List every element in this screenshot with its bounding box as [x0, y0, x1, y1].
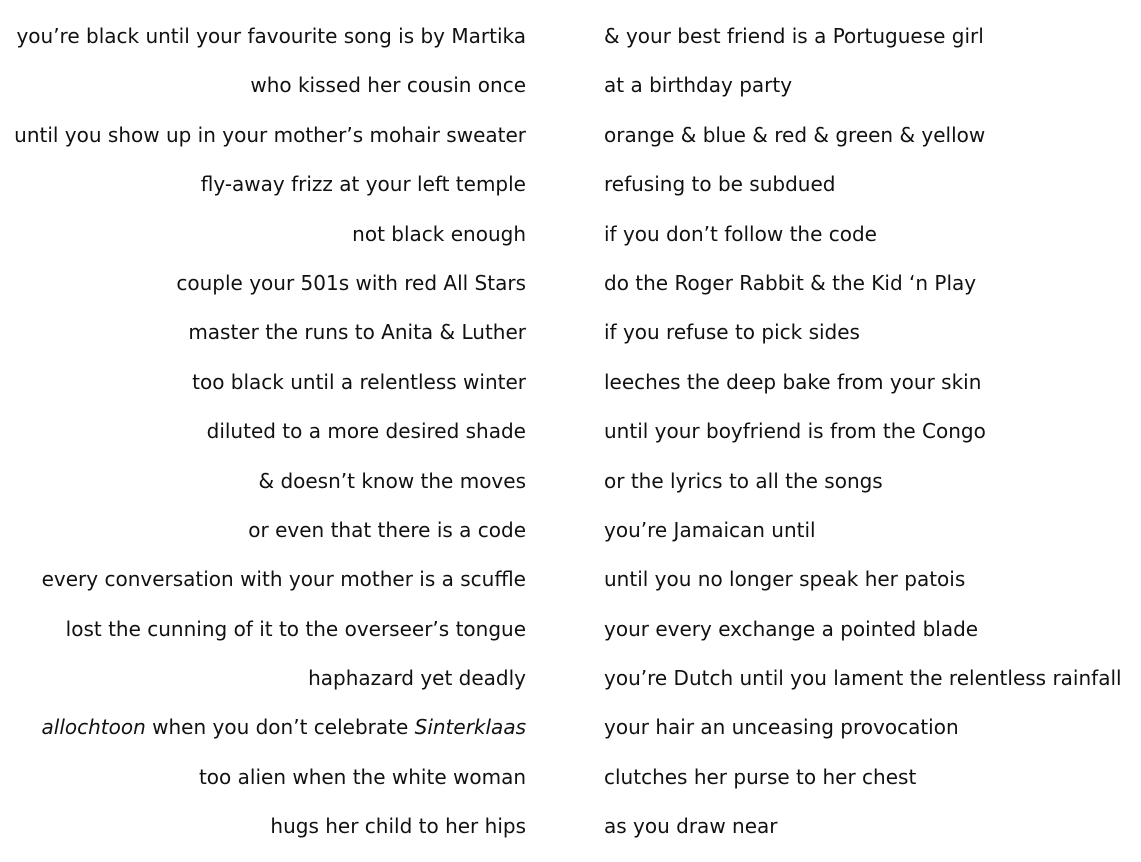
poem-line-row — [0, 220, 1141, 269]
poem-line-left: & doesn’t know the moves — [258, 468, 526, 493]
poem-line-right: leeches the deep bake from your skin — [604, 369, 982, 394]
poem-line-left: not black enough — [352, 221, 526, 246]
poem-line-right: at a birthday party — [604, 73, 793, 98]
poem-line-right: as you draw near — [604, 814, 778, 839]
poem-line-left: master the runs to Anita & Luther — [188, 320, 526, 345]
poem-line-right: your every exchange a pointed blade — [604, 616, 979, 641]
poem-line-row — [0, 170, 1141, 219]
poem-line-right: you’re Dutch until you lament the relentless rainfall — [604, 666, 1122, 691]
poem-line-left: lost the cunning of it to the overseer’s tongue — [65, 616, 526, 641]
poem-line-row — [0, 565, 1141, 614]
poem-line-row — [0, 269, 1141, 318]
poem-line-left: or even that there is a code — [248, 517, 526, 542]
poem-line-left-mixed — [42, 713, 527, 741]
italic-word: allochtoon — [41, 715, 146, 740]
poem-line-left: fly-away frizz at your left temple — [200, 172, 526, 197]
poem-line-left: you’re black until your favourite song is by Martika — [16, 24, 526, 48]
poem-line-right: refusing to be subdued — [604, 172, 836, 197]
poem-line-left: haphazard yet deadly — [308, 666, 526, 691]
italic-word: Sinterklaas — [414, 715, 526, 740]
poem-line-right: your hair an unceasing provocation — [604, 715, 959, 740]
poem-line-left: every conversation with your mother is a scuffle — [41, 567, 526, 592]
poem-line-left: too alien when the white woman — [198, 764, 526, 789]
poem-line-left: couple your 501s with red All Stars — [176, 270, 526, 295]
poem-line-right: until you no longer speak her patois — [604, 567, 966, 592]
poem-line-right: clutches her purse to her chest — [604, 764, 917, 789]
poem-line-row — [0, 467, 1141, 516]
poem-line-right: if you don’t follow the code — [604, 221, 877, 246]
poem-line-row — [0, 368, 1141, 417]
poem-line-left: diluted to a more desired shade — [206, 419, 526, 444]
poem-line-row — [0, 812, 1141, 861]
poem-line-row — [0, 615, 1141, 664]
poem-line-right: do the Roger Rabbit & the Kid ‘n Play — [604, 270, 977, 295]
poem-line-row — [0, 763, 1141, 812]
poem-line-row — [0, 417, 1141, 466]
poem-line-right: if you refuse to pick sides — [604, 320, 860, 345]
poem — [0, 22, 1141, 862]
plain-text: when you don’t celebrate — [145, 715, 415, 740]
poem-line-left: until you show up in your mother’s mohair sweater — [14, 122, 526, 147]
poem-line-left: hugs her child to her hips — [270, 814, 526, 839]
poem-line-right: until your boyfriend is from the Congo — [604, 419, 986, 444]
poem-line-row — [0, 121, 1141, 170]
poem-line-left: who kissed her cousin once — [250, 73, 526, 98]
poem-line-row — [0, 71, 1141, 120]
poem-line-row — [0, 516, 1141, 565]
poem-line-right: & your best friend is a Portuguese girl — [604, 24, 984, 48]
poem-line-right: or the lyrics to all the songs — [604, 468, 883, 493]
poem-line-row — [0, 22, 1141, 71]
poem-line-row — [0, 318, 1141, 367]
poem-line-left: too black until a relentless winter — [192, 369, 526, 394]
poem-line-row — [0, 664, 1141, 713]
poem-line-right: you’re Jamaican until — [604, 517, 816, 542]
poem-line-row — [0, 713, 1141, 762]
poem-line-right: orange & blue & red & green & yellow — [604, 122, 986, 147]
